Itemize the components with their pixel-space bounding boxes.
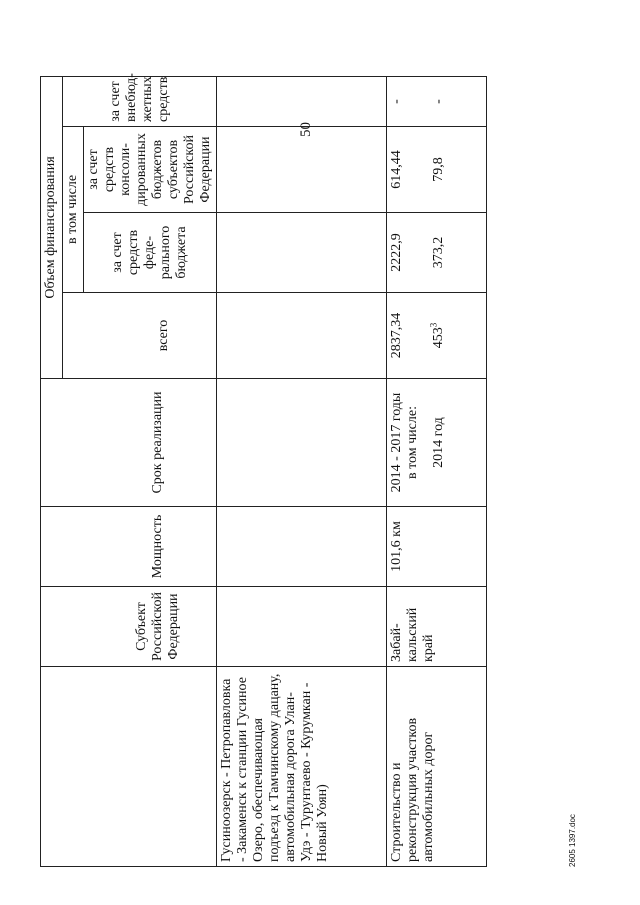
header-consolidated: за счет средств консоли- дированных бюджетов субъектов Российской Федерации [84, 127, 217, 213]
rotated-page [40, 37, 600, 867]
row-total [387, 293, 487, 379]
row-consolidated [387, 127, 487, 213]
row-subject: Забай- кальский край [387, 587, 487, 667]
financing-table [40, 73, 487, 867]
row-extra [387, 76, 487, 126]
total-year: 453 [431, 327, 446, 349]
federal-main: 2222,9 [389, 233, 404, 272]
period-year: 2014 год [431, 417, 446, 468]
extra-main: - [389, 99, 404, 104]
row-period [387, 379, 487, 507]
row-name: Строительство и реконструкция участков автомобильных дорог [387, 667, 487, 867]
consolidated-main: 614,44 [389, 150, 404, 189]
header-extrabudgetary: за счет внебюд- жетных средств [63, 76, 217, 126]
header-period: Срок реализации [41, 379, 217, 507]
row-capacity: 101,6 км [387, 507, 487, 587]
header-funding: Объем финансирования [41, 76, 63, 378]
federal-year: 373,2 [431, 236, 446, 269]
total-main: 2837,34 [389, 312, 404, 359]
header-federal: за счет средств феде- рального бюджета [84, 213, 217, 293]
header-total: всего [63, 293, 217, 379]
continuation-cell: Гусиноозерск - Петропавловка - Закаменск к станции Гусиное Озеро, обеспечивающая подъезд к Тамчинскому дацану, автомобильная дорога Улан-Удэ - Турунтаево - Курумкан - Новый Уоян) [217, 667, 387, 867]
row-federal [387, 213, 487, 293]
header-name-cell [41, 667, 217, 867]
header-subject: Субъект Российской Федерации [41, 587, 217, 667]
total-year-sup: 3 [428, 322, 439, 328]
consolidated-year: 79,8 [431, 157, 446, 182]
footer-filename: 2605 1397.doc [568, 814, 577, 867]
extra-year: - [431, 99, 446, 104]
page-number: 50 [298, 122, 314, 137]
period-main: 2014 - 2017 годы [389, 392, 404, 493]
period-incl: в том числе: [405, 406, 420, 479]
header-capacity: Мощность [41, 507, 217, 587]
header-including: в том числе [63, 127, 84, 293]
